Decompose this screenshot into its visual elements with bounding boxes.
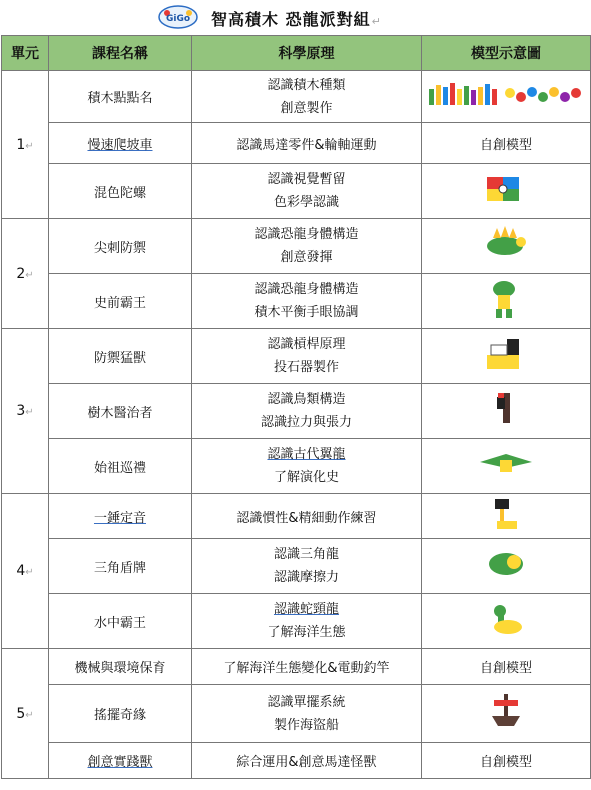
title-bar: [0, 0, 591, 35]
principle-cell: 認識蛇頸龍 了解海洋生態: [192, 594, 422, 649]
header-model: 模型示意圖: [422, 36, 591, 71]
course-cell: 始祖巡禮: [49, 439, 192, 494]
course-cell: 三角盾牌: [49, 539, 192, 594]
pterosaur-icon: [478, 446, 534, 482]
model-cell: [422, 219, 591, 274]
model-cell: [422, 71, 591, 123]
plesiosaur-icon: [486, 599, 526, 639]
table-header-row: [2, 36, 591, 71]
course-table: [1, 35, 591, 779]
unit-cell: 2↵: [2, 219, 49, 329]
course-cell: 一錘定音: [49, 494, 192, 539]
page-title: 智高積木 恐龍派對組↵: [211, 10, 382, 29]
header-unit: 單元: [2, 36, 49, 71]
course-cell: 創意實踐獸: [49, 743, 192, 779]
table-row: [2, 494, 591, 539]
principle-cell: 認識慣性&精細動作練習: [192, 494, 422, 539]
color-spinning-top-icon: [481, 169, 531, 209]
principle-cell: 認識視覺暫留 色彩學認識: [192, 164, 422, 219]
principle-cell: 認識三角龍 認識摩擦力: [192, 539, 422, 594]
header-course: 課程名稱: [49, 36, 192, 71]
hammer-icon: [491, 495, 521, 533]
course-cell: 尖刺防禦: [49, 219, 192, 274]
model-cell: 自創模型: [422, 123, 591, 164]
table-row: [2, 384, 591, 439]
table-row: [2, 123, 591, 164]
course-cell: 樹木醫治者: [49, 384, 192, 439]
spiky-dinosaur-icon: [481, 224, 531, 264]
principle-cell: 認識積木種類 創意製作: [192, 71, 422, 123]
table-row: [2, 329, 591, 384]
model-cell: [422, 439, 591, 494]
model-cell: [422, 274, 591, 329]
model-cell: 自創模型: [422, 743, 591, 779]
t-rex-icon: [486, 277, 526, 321]
unit-cell: 5↵: [2, 649, 49, 779]
principle-cell: 了解海洋生態變化&電動釣竿: [192, 649, 422, 685]
course-cell: 搖擺奇緣: [49, 685, 192, 743]
model-cell: [422, 685, 591, 743]
principle-cell: 認識恐龍身體構造 積木平衡手眼協調: [192, 274, 422, 329]
brick-assortment-icon: [426, 75, 586, 115]
model-cell: [422, 164, 591, 219]
header-principle: 科學原理: [192, 36, 422, 71]
course-cell: 防禦猛獸: [49, 329, 192, 384]
table-row: [2, 539, 591, 594]
principle-cell: 認識單擺系統 製作海盜船: [192, 685, 422, 743]
table-row: [2, 649, 591, 685]
course-cell: 史前霸王: [49, 274, 192, 329]
table-row: [2, 594, 591, 649]
unit-cell: 3↵: [2, 329, 49, 494]
model-cell: [422, 329, 591, 384]
table-row: [2, 164, 591, 219]
course-cell: 水中霸王: [49, 594, 192, 649]
principle-cell: 認識鳥類構造 認識拉力與張力: [192, 384, 422, 439]
principle-cell: 認識槓桿原理 投石器製作: [192, 329, 422, 384]
model-cell: 自創模型: [422, 649, 591, 685]
model-cell: [422, 594, 591, 649]
course-cell: 慢速爬坡車: [49, 123, 192, 164]
unit-cell: 1↵: [2, 71, 49, 219]
model-cell: [422, 539, 591, 594]
principle-cell: 認識恐龍身體構造 創意發揮: [192, 219, 422, 274]
triceratops-icon: [484, 546, 528, 582]
table-row: [2, 743, 591, 779]
table-row: [2, 685, 591, 743]
principle-cell: 認識古代翼龍 了解演化史: [192, 439, 422, 494]
table-row: [2, 219, 591, 274]
principle-cell: 認識馬達零件&輪軸運動: [192, 123, 422, 164]
model-cell: [422, 494, 591, 539]
catapult-icon: [481, 333, 531, 375]
woodpecker-icon: [491, 389, 521, 429]
table-row: [2, 274, 591, 329]
table-row: [2, 439, 591, 494]
pirate-ship-icon: [486, 690, 526, 734]
course-cell: 混色陀螺: [49, 164, 192, 219]
unit-cell: 4↵: [2, 494, 49, 649]
course-cell: 機械與環境保育: [49, 649, 192, 685]
course-cell: 積木點點名: [49, 71, 192, 123]
svg-text:GiGo: GiGo: [165, 14, 191, 24]
model-cell: [422, 384, 591, 439]
principle-cell: 綜合運用&創意馬達怪獸: [192, 743, 422, 779]
table-row: [2, 71, 591, 123]
gigo-logo: [158, 5, 198, 29]
